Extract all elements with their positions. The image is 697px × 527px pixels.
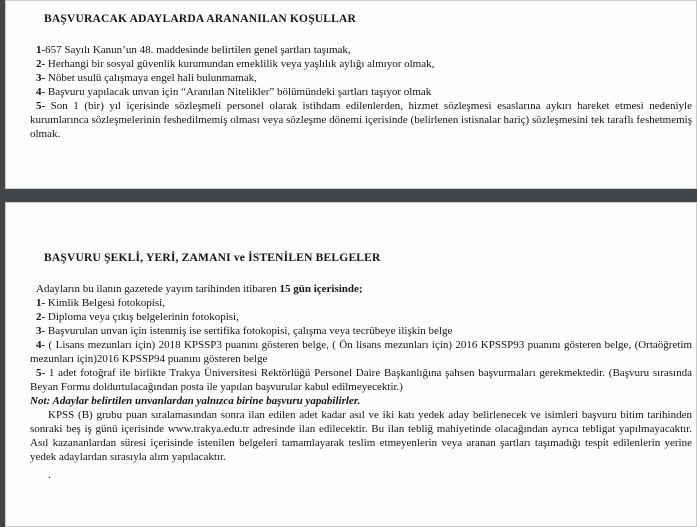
item-text: Son 1 (bir) yıl içerisinde sözleşmeli personel olarak istihdam edilenlerden, hizmet sözleşmesi esaslarına aykırı hareket etmesi nedeniyle kurumlarınca sözleşmelerinin feshedilmemiş olması veya sözleşme dönemi içerisinde (belirlenen istisnalar hariç) sözleşmesini tek taraflı feshetmemiş olmak. — [30, 100, 692, 140]
list-item — [30, 99, 692, 141]
item-text: Başvurulan unvan için istenmiş ise sertifika fotokopisi, çalışma veya tecrübeye ilişkin belge — [45, 325, 453, 337]
list-item — [30, 310, 692, 324]
item-number: 1- — [36, 44, 46, 56]
list-item — [30, 57, 692, 71]
document-page-1 — [5, 0, 697, 189]
note-line: Not: Adaylar belirtilen unvanlardan yalnızca birine başvuru yapabilirler. — [30, 395, 361, 407]
list-item — [30, 43, 692, 57]
item-number: 5- — [36, 100, 46, 112]
item-number: 2- — [36, 58, 46, 70]
application-list — [30, 282, 692, 482]
intro-deadline: 15 gün içerisinde; — [279, 283, 363, 295]
item-text: 657 Sayılı Kanun’un 48. maddesinde belirtilen genel şartları taşımak, — [45, 44, 351, 56]
item-text: Diploma veya çıkış belgelerinin fotokopisi, — [45, 311, 239, 323]
list-item — [30, 324, 692, 338]
item-text: Başvuru yapılacak unvan için “Aranılan Nitelikler” bölümündeki şartları taşıyor olmak — [45, 86, 432, 98]
item-number: 3- — [36, 325, 46, 337]
item-text: 1 adet fotoğraf ile birlikte Trakya Üniversitesi Rektörlüğü Personel Daire Başkanlığına şahsen başvurmaları gerekmektedir. (Başvuru sırasında Beyan Formu doldurtulacağından posta ile yapılan başvurular kabul edilmeyecektir.) — [30, 367, 692, 393]
list-item — [30, 85, 692, 99]
item-text: ( Lisans mezunları için) 2018 KPSSP3 puanını gösteren belge, ( Ön lisans mezunları için) 2016 KPSSP93 puanını gösteren belge, (Ortaöğretim mezunları için)2016 KPSSP94 puanını gösteren belge — [30, 339, 692, 365]
item-text: Nöbet usulü çalışmaya engel hali bulunmamak, — [45, 72, 257, 84]
document-page-2 — [5, 202, 697, 527]
list-item — [30, 296, 692, 310]
item-number: 4- — [36, 86, 46, 98]
list-item — [30, 338, 692, 366]
intro-text: Adayların bu ilanın gazetede yayım tarihinden itibaren — [36, 283, 280, 295]
item-text: Herhangi bir sosyal güvenlik kurumundan emeklilik veya yaşlılık aylığı almıyor olmak, — [45, 58, 435, 70]
intro-line — [30, 282, 692, 296]
item-number: 2- — [36, 311, 46, 323]
list-item — [30, 71, 692, 85]
item-number: 1- — [36, 297, 46, 309]
trailing-period: . — [48, 469, 51, 481]
conditions-list — [30, 43, 692, 141]
item-text: Kimlik Belgesi fotokopisi, — [45, 297, 165, 309]
item-number: 5- — [36, 367, 46, 379]
item-number: 3- — [36, 72, 46, 84]
list-item — [30, 366, 692, 394]
item-number: 4- — [36, 339, 46, 351]
section-heading-conditions: BAŞVURACAK ADAYLARDA ARANANILAN KOŞULLAR — [44, 13, 357, 25]
closing-paragraph: KPSS (B) grubu puan sıralamasından sonra ilan edilen adet kadar asıl ve iki katı yedek aday belirlenecek ve isimleri başvuru bitim tarihinden sonraki beş iş günü içerisinde www.trakya.edu.tr adresinde ilan edilecektir. Bu ilan tebliğ mahiyetinde olacağından ayrıca tebligat yapılmayacaktır. Asıl kazananlardan süresi içerisinde istenilen belgeleri tamamlayarak teslim etmeyenlerin veya aranan şartları taşımadığı tespit edilenlerin yerine yedek adaylardan sırasıyla alım yapılacaktır. — [30, 409, 692, 463]
section-heading-application: BAŞVURU ŞEKLİ, YERİ, ZAMANI ve İSTENİLEN BELGELER — [44, 252, 381, 264]
